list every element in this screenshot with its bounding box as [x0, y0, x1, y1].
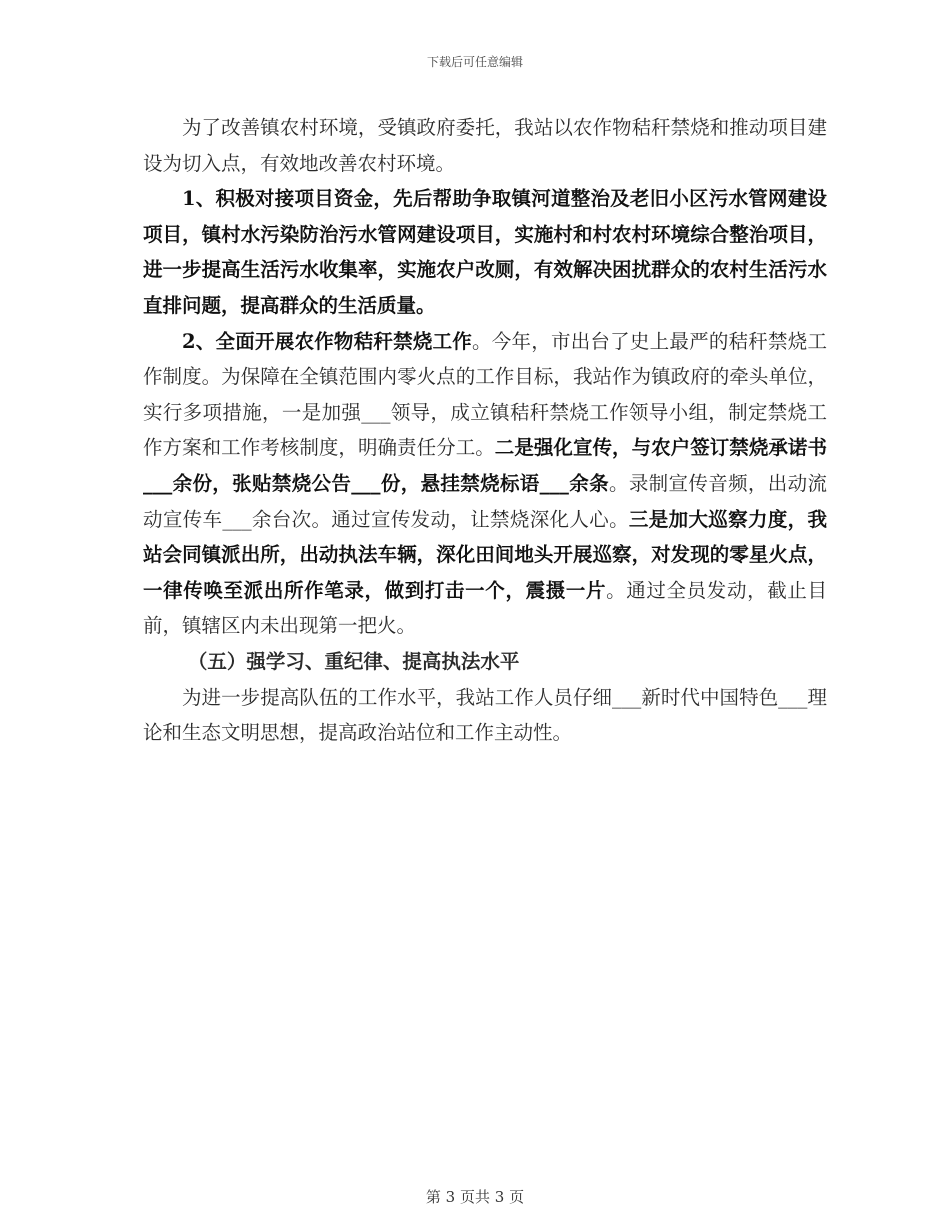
bold-lead: 2、全面开展农作物秸秆禁烧工作	[182, 329, 473, 353]
paragraph-straw-burning-ban	[143, 324, 827, 644]
document-body	[143, 110, 827, 751]
bold-publicity: 二是强化宣传，与农户签订禁烧承诺书___余份，张贴禁烧公告___份，悬挂禁烧标语___余条	[143, 436, 827, 495]
section-heading: （五）强学习、重纪律、提高执法水平	[187, 649, 520, 673]
bold-patrol: 三是加大巡察力度，我站会同镇派出所，出动执法车辆，深化田间地头开展巡察，对发现的零星火点，一律传唤至派出所作笔录，做到打击一个，震摄一片	[143, 507, 827, 602]
body-text: 。今年，市出台了史上最严的秸秆禁烧工作制度。为保障在全镇范围内零火点的工作目标，我站作为镇政府的牵头单位，实行多项措施，一是加强___领导，成立镇秸秆禁烧工作领导小组，制定禁烧工作方案和工作考核制度，明确责任分工。	[143, 329, 827, 460]
paragraph-study: 为进一步提高队伍的工作水平，我站工作人员仔细___新时代中国特色___理论和生态文明思想，提高政治站位和工作主动性。	[143, 685, 827, 745]
page-footer: 第 3 页共 3 页	[425, 1188, 525, 1206]
body-text: 。录制宣传音频，出动流动宣传车___余台次。通过宣传发动，让禁烧深化人心。	[143, 471, 827, 531]
paragraph-intro: 为了改善镇农村环境，受镇政府委托，我站以农作物秸秆禁烧和推动项目建设为切入点，有效地改善农村环境。	[143, 116, 827, 175]
page-header: 下载后可任意编辑	[426, 55, 523, 69]
paragraph-project-funding: 1、积极对接项目资金，先后帮助争取镇河道整治及老旧小区污水管网建设项目，镇村水污染防治污水管网建设项目，实施村和村农村环境综合整治项目，进一步提高生活污水收集率，实施农户改厕，有效解决困扰群众的农村生活污水直排问题，提高群众的生活质量。	[143, 187, 827, 317]
body-text: 。通过全员发动，截止目前，镇辖区内未出现第一把火。	[143, 578, 827, 638]
